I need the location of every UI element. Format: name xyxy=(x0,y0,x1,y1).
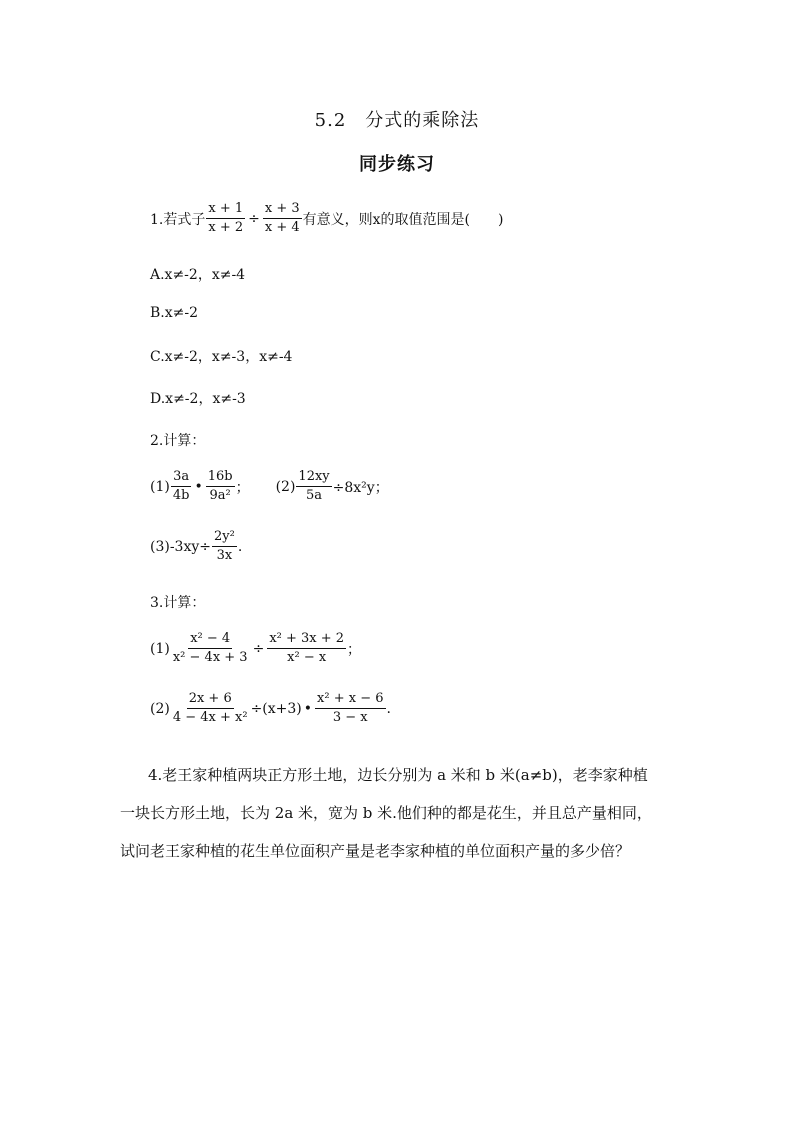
q1-f1-denominator: x + 2 xyxy=(208,220,244,235)
q2-p2-rest: ÷8x²y； xyxy=(332,479,389,496)
q3-p2-f2-denominator: 3 − x xyxy=(332,710,368,725)
q4-line-2: 一块长方形土地，长为 2a 米，宽为 b 米.他们种的都是花生，并且总产量相同， xyxy=(120,804,652,822)
q3-p1-tag: (1) xyxy=(150,640,170,657)
question-4 xyxy=(120,756,680,870)
q4-line-3: 试问老王家种植的花生单位面积产量是老李家种植的单位面积产量的多少倍？ xyxy=(120,842,631,860)
q1-option-a: A.x≠-2，x≠-4 xyxy=(150,267,246,283)
q2-p2-f1-numerator: 12xy xyxy=(296,468,331,487)
question-3-label: 3.计算： xyxy=(150,595,206,611)
q1-f1-numerator: x + 1 xyxy=(206,200,245,219)
q3-p1-fraction-2 xyxy=(267,630,346,667)
q3-p2-f1-denominator: 4 − 4x + x² xyxy=(172,710,248,725)
q2-p1-operator: • xyxy=(194,478,203,495)
q3-p1-f1-denominator: x² − 4x + 3 xyxy=(172,650,248,665)
q2-p3-tag: (3)-3xy÷ xyxy=(150,538,212,555)
q2-p2-fraction xyxy=(296,468,331,505)
q1-suffix: 有意义，则x的取值范围是( ) xyxy=(302,211,504,228)
q1-option-d: D.x≠-2，x≠-3 xyxy=(150,391,246,407)
q1-fraction-2 xyxy=(263,200,302,237)
q2-part-3 xyxy=(150,528,242,565)
q3-p1-f2-denominator: x² − x xyxy=(287,650,327,665)
q1-f2-denominator: x + 4 xyxy=(264,220,300,235)
q2-p3-f1-numerator: 2y² xyxy=(212,528,237,547)
q1-prefix: 1.若式子 xyxy=(150,211,206,228)
q3-p2-f2-numerator: x² + x − 6 xyxy=(315,690,385,709)
q2-p3-fraction xyxy=(212,528,237,565)
q4-line-1: 4.老王家种植两块正方形土地，边长分别为 a 米和 b 米(a≠b)，老李家种植 xyxy=(148,766,648,784)
q2-p1-end: ； xyxy=(235,479,250,496)
q2-p1-f2-numerator: 16b xyxy=(206,468,235,487)
page-subtitle: 同步练习 xyxy=(359,154,435,175)
q1-option-b: B.x≠-2 xyxy=(150,305,199,321)
q3-p2-fraction-2 xyxy=(315,690,385,727)
question-1-stem xyxy=(150,200,503,237)
q3-p1-f1-numerator: x² − 4 xyxy=(188,630,232,649)
q2-p3-end: . xyxy=(237,538,243,555)
question-2-label: 2.计算： xyxy=(150,433,206,449)
q2-p1-fraction-2 xyxy=(206,468,235,505)
q1-f2-numerator: x + 3 xyxy=(263,200,302,219)
q2-p2-f1-denominator: 5a xyxy=(306,488,323,503)
q2-p1-f1-denominator: 4b xyxy=(172,488,190,503)
page-title: 5.2 分式的乘除法 xyxy=(314,110,480,131)
q3-p1-f2-numerator: x² + 3x + 2 xyxy=(267,630,346,649)
q3-p2-operator: • xyxy=(303,700,313,717)
q2-part-1-2 xyxy=(150,468,389,505)
q3-p2-mid: ÷(x+3) xyxy=(250,700,302,717)
q3-p2-f1-numerator: 2x + 6 xyxy=(187,690,234,709)
q3-p2-tag: (2) xyxy=(150,700,170,717)
q1-operator: ÷ xyxy=(248,210,260,227)
q3-p1-fraction-1 xyxy=(171,630,250,667)
q3-part-2 xyxy=(150,690,391,727)
q3-p1-end: ； xyxy=(347,641,362,658)
q2-p1-tag: (1) xyxy=(150,478,170,495)
q1-fraction-1 xyxy=(206,200,245,237)
q2-p1-fraction-1 xyxy=(171,468,192,505)
q2-p2-tag: (2) xyxy=(275,478,296,495)
q3-p1-operator: ÷ xyxy=(252,640,265,657)
q2-p1-f2-denominator: 9a² xyxy=(209,488,231,503)
q2-p1-f1-numerator: 3a xyxy=(171,468,191,487)
q3-p2-fraction-1 xyxy=(171,690,250,727)
q3-p2-end: . xyxy=(386,700,391,717)
q1-option-c: C.x≠-2，x≠-3，x≠-4 xyxy=(150,349,293,365)
q2-p3-f1-denominator: 3x xyxy=(216,548,233,563)
q3-part-1 xyxy=(150,630,361,667)
